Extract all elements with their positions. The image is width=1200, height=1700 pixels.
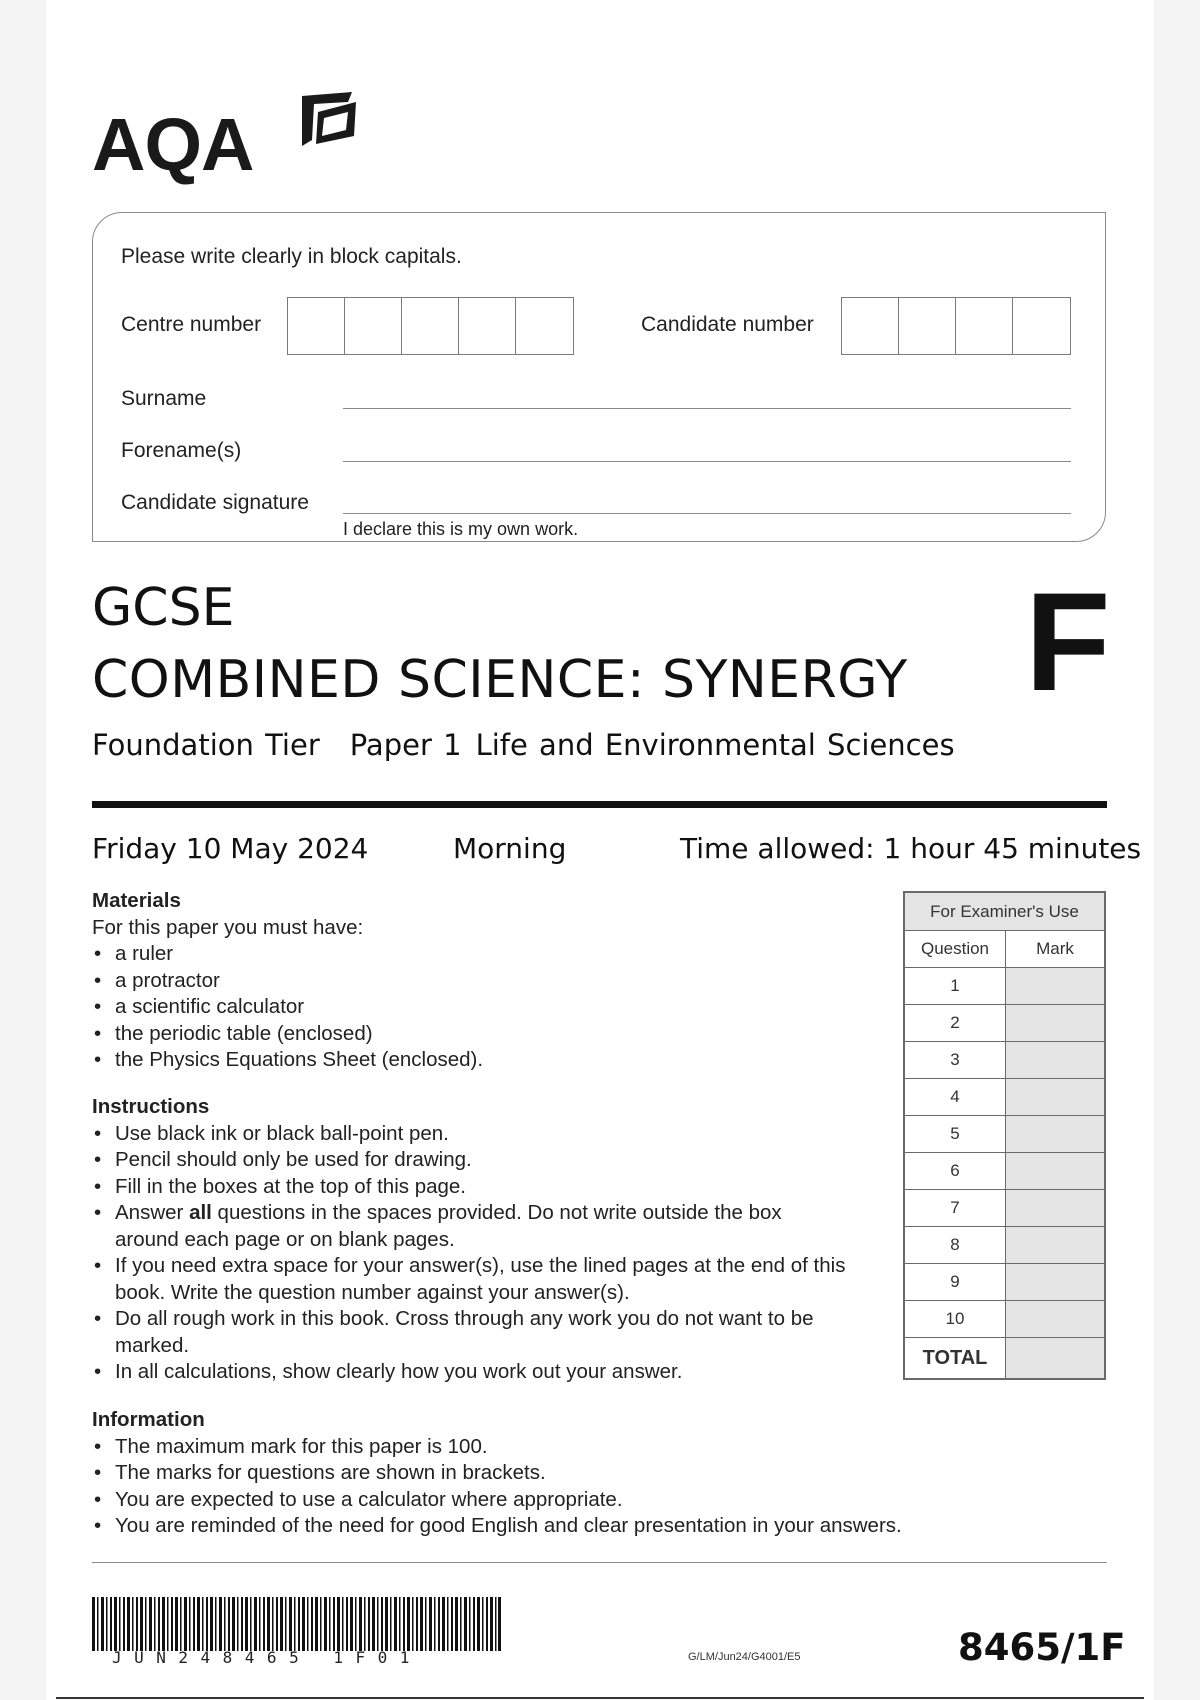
instruction-item: • Pencil should only be used for drawing. [92, 1147, 882, 1174]
mark-cell [1006, 1005, 1104, 1041]
aqa-flag-mark-icon [294, 88, 364, 158]
exam-session: Morning [453, 832, 567, 865]
examiner-table-row [905, 1153, 1104, 1190]
information-heading: Information [92, 1408, 205, 1431]
centre-number-label: Centre number [121, 313, 262, 336]
examiner-table-row [905, 1190, 1104, 1227]
centre-number-boxes[interactable] [287, 297, 574, 355]
mark-cell [1006, 1301, 1104, 1337]
question-number: 10 [905, 1301, 1006, 1337]
exam-date: Friday 10 May 2024 [92, 832, 369, 865]
examiner-table-row [905, 1227, 1104, 1264]
instructions-section [92, 1094, 882, 1386]
instruction-item: • In all calculations, show clearly how you work out your answer. [92, 1359, 882, 1386]
materials-list [92, 941, 882, 1074]
instruction-item: • Use black ink or black ball-point pen. [92, 1121, 882, 1148]
mark-cell [1006, 968, 1104, 1004]
paper-code: 8465/1F [958, 1626, 1126, 1669]
mark-cell [1006, 1153, 1104, 1189]
page-margin-left [0, 0, 46, 1700]
page-bottom-edge [56, 1697, 1144, 1699]
paper-title: Life and Environmental Sciences [475, 728, 955, 762]
examiner-table-row [905, 1005, 1104, 1042]
examiner-table-row [905, 1079, 1104, 1116]
examiner-table-row [905, 1264, 1104, 1301]
qualification-level: GCSE [92, 578, 235, 638]
centre-number-digit[interactable] [288, 298, 345, 354]
centre-number-digit[interactable] [459, 298, 516, 354]
aqa-logo-text: AQA [92, 103, 254, 186]
question-number: 7 [905, 1190, 1006, 1226]
paper-number: Paper 1 [349, 728, 462, 762]
question-number: 3 [905, 1042, 1006, 1078]
candidate-number-label: Candidate number [641, 313, 814, 336]
barcode-number: JUN248465 1F01 [112, 1648, 422, 1667]
mark-cell [1006, 1190, 1104, 1226]
signature-field[interactable] [343, 513, 1071, 514]
forenames-label: Forename(s) [121, 439, 242, 462]
tier-paper-line [92, 728, 985, 762]
examiner-table-total-row [905, 1338, 1104, 1378]
information-section [92, 1407, 992, 1540]
information-item: • You are reminded of the need for good English and clear presentation in your answers. [92, 1513, 992, 1540]
surname-field[interactable] [343, 408, 1071, 409]
question-number: 5 [905, 1116, 1006, 1152]
question-number: 4 [905, 1079, 1006, 1115]
candidate-number-digit[interactable] [842, 298, 899, 354]
document-reference: G/LM/Jun24/G4001/E5 [688, 1651, 801, 1663]
examiner-table-row [905, 1116, 1104, 1153]
instruction-item: • Answer all questions in the spaces provided. Do not write outside the box around each page or on blank pages. [92, 1200, 835, 1253]
candidate-number-boxes[interactable] [841, 297, 1071, 355]
materials-section [92, 888, 882, 1074]
signature-label: Candidate signature [121, 491, 309, 514]
surname-label: Surname [121, 387, 207, 410]
examiner-table-row [905, 1042, 1104, 1079]
subject-title: COMBINED SCIENCE: SYNERGY [92, 650, 908, 710]
materials-item: • a scientific calculator [92, 994, 882, 1021]
materials-item: • a ruler [92, 941, 882, 968]
materials-heading: Materials [92, 889, 181, 912]
question-column-header: Question [905, 931, 1006, 967]
aqa-logo [92, 88, 362, 188]
tier-letter: F [1025, 563, 1111, 720]
instruction-item: • Do all rough work in this book. Cross through any work you do not want to be marked. [92, 1306, 860, 1359]
examiner-table-row [905, 968, 1104, 1005]
candidate-number-digit[interactable] [1013, 298, 1070, 354]
materials-intro: For this paper you must have: [92, 915, 364, 939]
time-allowed: Time allowed: 1 hour 45 minutes [680, 832, 1142, 865]
materials-item: • the Physics Equations Sheet (enclosed). [92, 1047, 882, 1074]
materials-item: • the periodic table (enclosed) [92, 1021, 882, 1048]
forenames-field[interactable] [343, 461, 1071, 462]
instructions-heading: Instructions [92, 1095, 210, 1118]
materials-item: • a protractor [92, 968, 882, 995]
examiner-table-header [905, 931, 1104, 968]
examiner-table-row [905, 1301, 1104, 1338]
tier-label: Foundation Tier [92, 728, 320, 762]
title-divider [92, 801, 1107, 808]
block-capitals-instruction: Please write clearly in block capitals. [121, 245, 462, 268]
candidate-number-digit[interactable] [956, 298, 1013, 354]
mark-cell [1006, 1227, 1104, 1263]
examiner-table-title: For Examiner's Use [905, 893, 1104, 931]
candidate-number-digit[interactable] [899, 298, 956, 354]
centre-number-digit[interactable] [345, 298, 402, 354]
mark-cell [1006, 1116, 1104, 1152]
instructions-list [92, 1121, 882, 1386]
barcode-icon [92, 1597, 502, 1651]
page-margin-right [1154, 0, 1200, 1700]
question-number: 6 [905, 1153, 1006, 1189]
question-number: 2 [905, 1005, 1006, 1041]
information-item: • You are expected to use a calculator where appropriate. [92, 1487, 992, 1514]
mark-cell [1006, 1042, 1104, 1078]
total-label: TOTAL [905, 1338, 1006, 1378]
information-item: • The maximum mark for this paper is 100. [92, 1434, 992, 1461]
question-number: 8 [905, 1227, 1006, 1263]
declaration-text: I declare this is my own work. [343, 519, 579, 539]
information-item: • The marks for questions are shown in brackets. [92, 1460, 992, 1487]
candidate-details-box [92, 212, 1106, 542]
mark-cell [1006, 1079, 1104, 1115]
centre-number-digit[interactable] [516, 298, 573, 354]
instruction-item: • If you need extra space for your answer(s), use the lined pages at the end of this book. Write the question number against your answer(s). [92, 1253, 885, 1306]
information-list [92, 1434, 992, 1540]
instruction-item: • Fill in the boxes at the top of this page. [92, 1174, 882, 1201]
mark-column-header: Mark [1006, 931, 1104, 967]
total-mark-cell [1006, 1338, 1104, 1378]
mark-cell [1006, 1264, 1104, 1300]
question-number: 9 [905, 1264, 1006, 1300]
examiner-use-table [903, 891, 1106, 1380]
footer-divider [92, 1562, 1107, 1563]
centre-number-digit[interactable] [402, 298, 459, 354]
question-number: 1 [905, 968, 1006, 1004]
